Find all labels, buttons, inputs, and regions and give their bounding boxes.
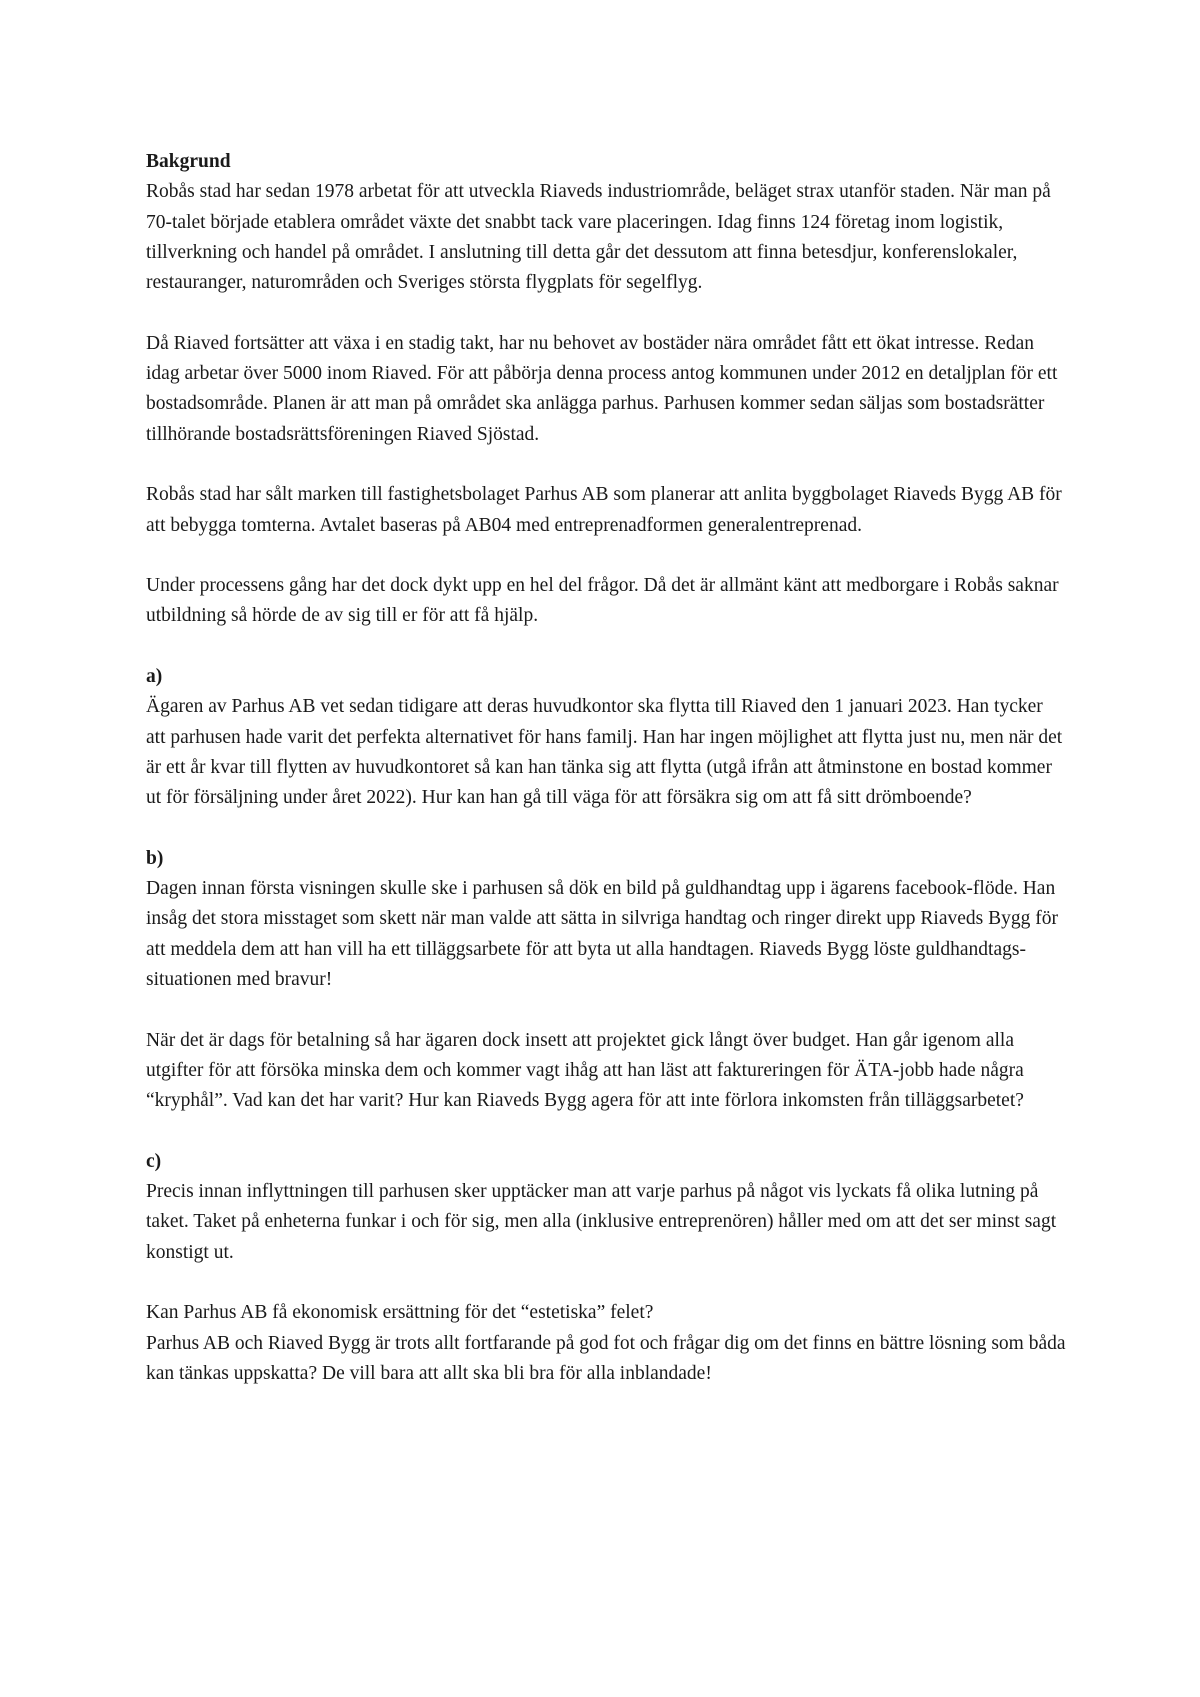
section-heading-bakgrund: Bakgrund bbox=[146, 151, 231, 172]
question-c-paragraph-1: Precis innan inflyttningen till parhusen sker upptäcker man att varje parhus på något vis lyckats få olika lutning på taket. Taket på enheterna funkar i och för sig, men alla (inklusive entreprenören) håller med om att det ser minst sagt konstigt ut. bbox=[146, 1181, 1057, 1263]
question-label-b: b) bbox=[146, 847, 164, 869]
question-c-paragraph-2: Kan Parhus AB få ekonomisk ersättning för det “estetiska” felet? bbox=[146, 1302, 654, 1324]
background-paragraph-4: Under processens gång har det dock dykt upp en hel del frågor. Då det är allmänt känt att medborgare i Robås saknar utbildning så hörde de av sig till er för att få hjälp. bbox=[146, 575, 1059, 627]
question-label-c: c) bbox=[146, 1150, 162, 1172]
background-paragraph-2: Då Riaved fortsätter att växa i en stadig takt, har nu behovet av bostäder nära området fått ett ökat intresse. Redan idag arbetar över 5000 inom Riaved. För att påbörja denna process antog kommunen under 2012 en detaljplan för ett bostadsområde. Planen är att man på området ska anlägga parhus. Parhusen kommer sedan säljas som bostadsrätter tillhörande bostadsrättsföreningen Riaved Sjöstad. bbox=[146, 332, 1058, 445]
question-label-a: a) bbox=[146, 666, 163, 688]
question-b-paragraph-1: Dagen innan första visningen skulle ske i parhusen så dök en bild på guldhandtag upp i ägarens facebook-flöde. Han insåg det stora misstaget som skett när man valde att sätta in silvriga handtag och ringer direkt upp Riaveds Bygg för att meddela dem att han vill ha ett tilläggsarbete för att byta ut alla handtagen. Riaveds Bygg löste guldhandtags-situationen med bravur! bbox=[146, 878, 1058, 991]
question-c-paragraph-3: Parhus AB och Riaved Bygg är trots allt fortfarande på god fot och frågar dig om det finns en bättre lösning som båda kan tänkas uppskatta? De vill bara att allt ska bli bra för alla inblandade! bbox=[146, 1332, 1066, 1384]
question-b-paragraph-2: När det är dags för betalning så har ägaren dock insett att projektet gick långt över budget. Han går igenom alla utgifter för att försöka minska dem och kommer vagt ihåg att han läst att faktureringen för ÄTA-jobb hade några “kryphål”. Vad kan det har varit? Hur kan Riaveds Bygg agera för att inte förlora inkomsten från tilläggsarbetet? bbox=[146, 1029, 1024, 1112]
question-a-paragraph: Ägaren av Parhus AB vet sedan tidigare att deras huvudkontor ska flytta till Riaved den 1 januari 2023. Han tycker att parhusen hade varit det perfekta alternativet för hans familj. Han har ingen möjlighet att flytta just nu, men när det är ett år kvar till flytten av huvudkontoret så kan han tänka sig att flytta (utgå ifrån att åtminstone en bostad kommer ut för försäljning under året 2022). Hur kan han gå till väga för att försäkra sig om att få sitt drömboende? bbox=[146, 696, 1063, 809]
document-page bbox=[146, 147, 1066, 1389]
background-paragraph-1: Robås stad har sedan 1978 arbetat för att utveckla Riaveds industriområde, beläget strax utanför staden. När man på 70-talet började etablera området växte det snabbt tack vare placeringen. Idag finns 124 företag inom logistik, tillverkning och handel på området. I anslutning till detta går det dessutom att finna betesdjur, konferenslokaler, restauranger, naturområden och Sveriges största flygplats för segelflyg. bbox=[146, 181, 1051, 294]
background-paragraph-3: Robås stad har sålt marken till fastighetsbolaget Parhus AB som planerar att anlita byggbolaget Riaveds Bygg AB för att bebygga tomterna. Avtalet baseras på AB04 med entreprenadformen generalentreprenad. bbox=[146, 484, 1062, 536]
